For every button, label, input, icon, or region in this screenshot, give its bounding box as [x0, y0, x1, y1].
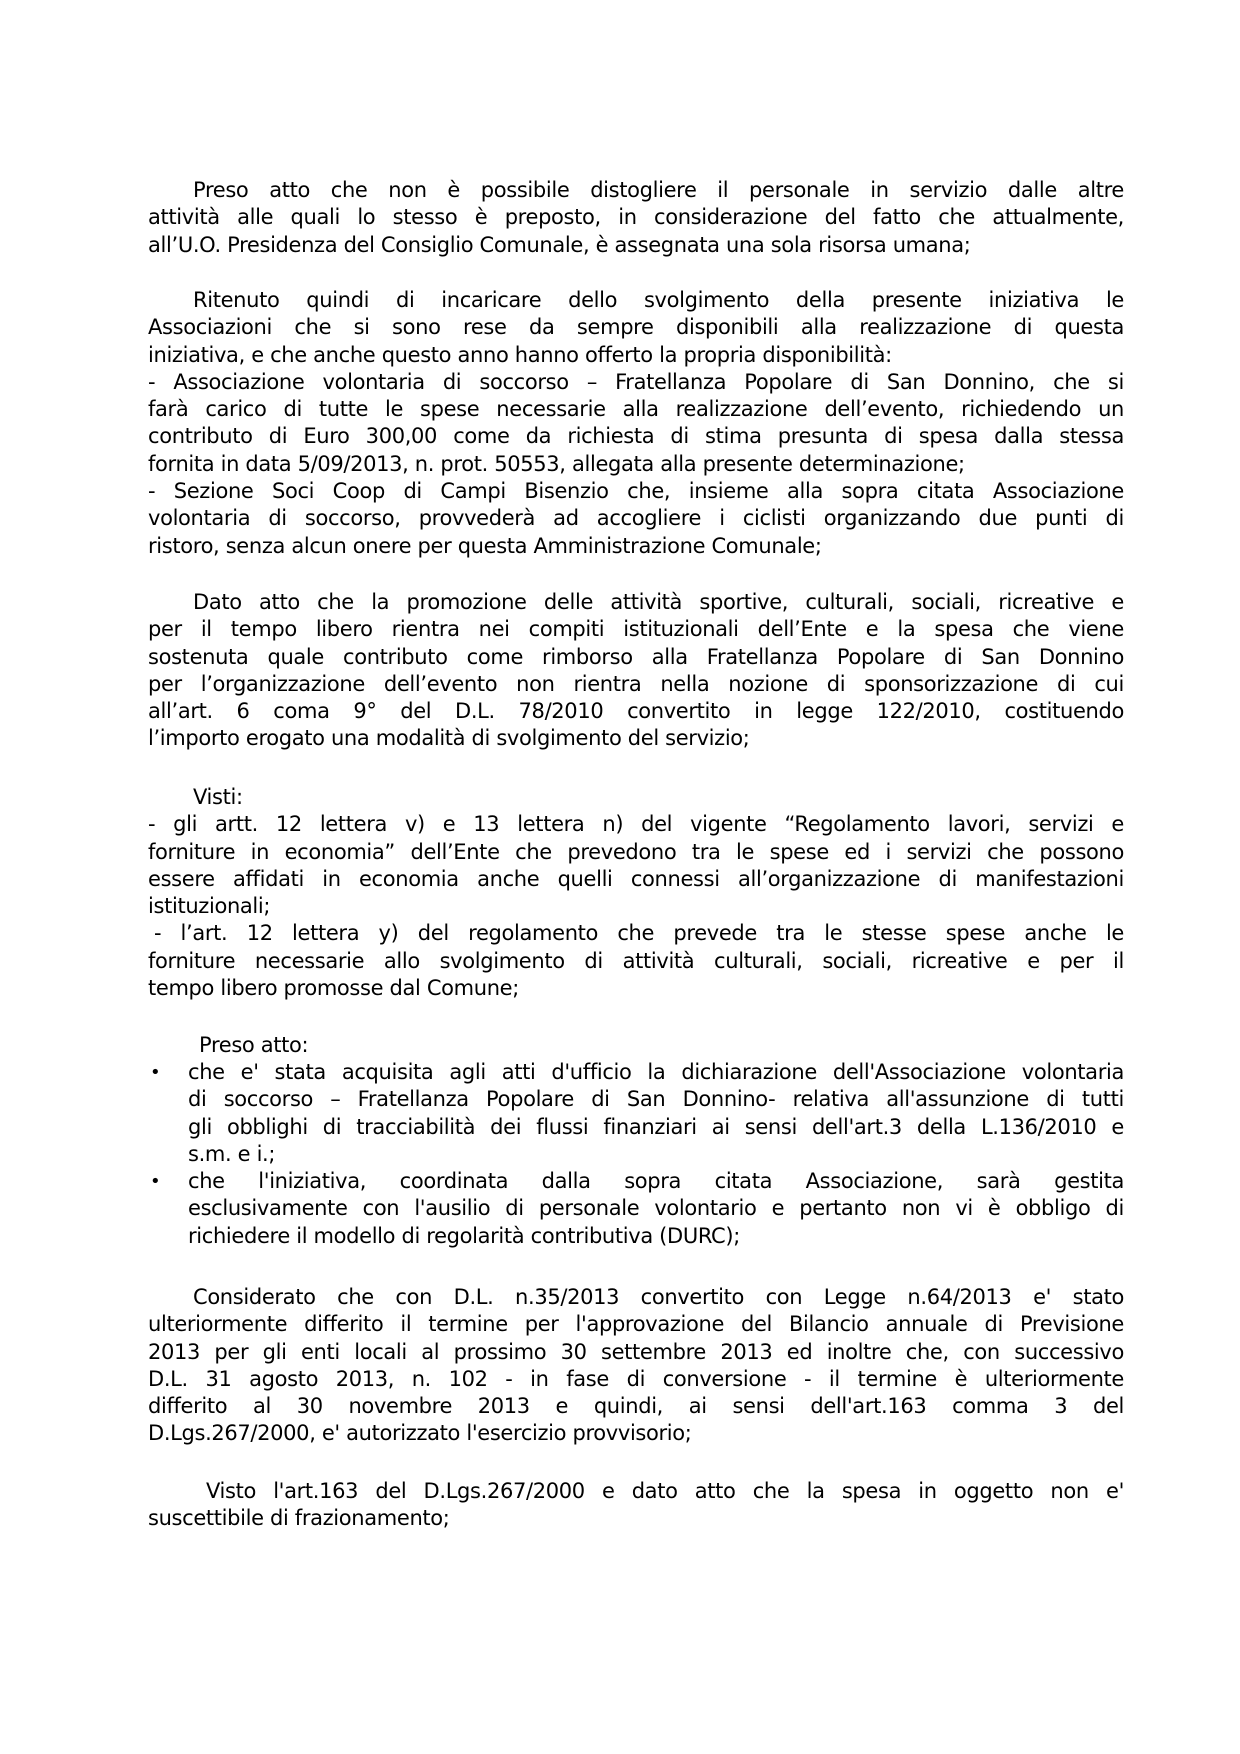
- text-line: contributo di Euro 300,00 come da richiesta di stima presunta di spesa dalla stessa: [148, 424, 1124, 449]
- text-line: Considerato che con D.L. n.35/2013 convertito con Legge n.64/2013 e' stato: [193, 1285, 1124, 1309]
- text-line: esclusivamente con l'ausilio di personale volontario e pertanto non vi è obbligo di: [188, 1196, 1124, 1221]
- paragraph-ritenuto: [148, 287, 1124, 560]
- text-line: di soccorso – Fratellanza Popolare di San Donnino- relativa all'assunzione di tutti: [188, 1087, 1124, 1112]
- text-line: istituzionali;: [148, 894, 271, 919]
- text-line: D.Lgs.267/2000, e' autorizzato l'esercizio provvisorio;: [148, 1421, 692, 1446]
- text-line: - Sezione Soci Coop di Campi Bisenzio che, insieme alla sopra citata Associazione: [148, 479, 1124, 504]
- text-line: Preso atto che non è possibile distogliere il personale in servizio dalle altre: [193, 178, 1124, 202]
- text-line: che e' stata acquisita agli atti d'ufficio la dichiarazione dell'Associazione volontaria: [188, 1060, 1124, 1084]
- text-line: farà carico di tutte le spese necessarie alla realizzazione dell’evento, richiedendo un: [148, 397, 1124, 422]
- text-line: D.L. 31 agosto 2013, n. 102 - in fase di conversione - il termine è ulteriormente: [148, 1366, 1124, 1391]
- text-line: volontaria di soccorso, provvederà ad accogliere i ciclisti organizzando due punti di: [148, 506, 1124, 531]
- text-line: - Associazione volontaria di soccorso – Fratellanza Popolare di San Donnino, che si: [148, 369, 1124, 394]
- paragraph-dato-atto: [148, 589, 1124, 753]
- text-line: l’importo erogato una modalità di svolgimento del servizio;: [148, 726, 750, 751]
- paragraph-visti: [148, 784, 1124, 1002]
- text-line: ristoro, senza alcun onere per questa Amministrazione Comunale;: [148, 533, 822, 558]
- text-line: fornita in data 5/09/2013, n. prot. 50553, allegata alla presente determinazione;: [148, 451, 965, 476]
- text-line: Associazioni che si sono rese da sempre disponibili alla realizzazione di questa: [148, 315, 1124, 340]
- text-line: forniture necessarie allo svolgimento di attività culturali, sociali, ricreative e per il: [148, 948, 1124, 973]
- text-line: Visti:: [193, 785, 243, 809]
- text-line: tempo libero promosse dal Comune;: [148, 976, 519, 1001]
- text-line: Ritenuto quindi di incaricare dello svolgimento della presente iniziativa le: [193, 288, 1124, 312]
- text-line: forniture in economia” dell’Ente che prevedono tra le spese ed i servizi che possono: [148, 839, 1124, 864]
- bullet-list: [148, 1059, 1124, 1250]
- bullet-marker-icon: •: [150, 1062, 161, 1083]
- text-line: per l’organizzazione dell’evento non rientra nella nozione di sponsorizzazione di cui: [148, 671, 1124, 696]
- text-line: all’U.O. Presidenza del Consiglio Comunale, è assegnata una sola risorsa umana;: [148, 232, 971, 257]
- text-line: 2013 per gli enti locali al prossimo 30 settembre 2013 ed inoltre che, con successivo: [148, 1339, 1124, 1364]
- bullet-item: [148, 1168, 1124, 1250]
- text-line: all’art. 6 coma 9° del D.L. 78/2010 convertito in legge 122/2010, costituendo: [148, 699, 1124, 724]
- paragraph-considerato: [148, 1284, 1124, 1448]
- paragraph-visto: [148, 1478, 1124, 1533]
- text-line: gli obblighi di tracciabilità dei flussi finanziari ai sensi dell'art.3 della L.136/2010 e: [188, 1114, 1124, 1139]
- text-line: Preso atto:: [199, 1033, 309, 1057]
- text-line: attività alle quali lo stesso è preposto, in considerazione del fatto che attualmente,: [148, 205, 1124, 230]
- text-line: - gli artt. 12 lettera v) e 13 lettera n) del vigente “Regolamento lavori, servizi e: [148, 812, 1124, 837]
- text-line: iniziativa, e che anche questo anno hanno offerto la propria disponibilità:: [148, 342, 892, 367]
- text-line: richiedere il modello di regolarità contributiva (DURC);: [188, 1223, 740, 1248]
- text-line: s.m. e i.;: [188, 1141, 276, 1166]
- paragraph-preso-atto-heading: [148, 1032, 1124, 1059]
- text-line: essere affidati in economia anche quelli connessi all’organizzazione di manifestazioni: [148, 866, 1124, 891]
- text-line: Dato atto che la promozione delle attività sportive, culturali, sociali, ricreative e: [193, 590, 1124, 614]
- bullet-item: [148, 1059, 1124, 1168]
- text-line: - l’art. 12 lettera y) del regolamento che prevede tra le stesse spese anche le: [154, 921, 1124, 946]
- text-line: ulteriormente differito il termine per l'approvazione del Bilancio annuale di Previsione: [148, 1312, 1124, 1337]
- text-line: che l'iniziativa, coordinata dalla sopra citata Associazione, sarà gestita: [188, 1169, 1124, 1194]
- text-line: per il tempo libero rientra nei compiti istituzionali dell’Ente e la spesa che viene: [148, 617, 1124, 642]
- text-line: differito al 30 novembre 2013 e quindi, ai sensi dell'art.163 comma 3 del: [148, 1394, 1124, 1419]
- text-line: Visto l'art.163 del D.Lgs.267/2000 e dato atto che la spesa in oggetto non e': [206, 1479, 1124, 1503]
- bullet-marker-icon: •: [150, 1171, 161, 1193]
- text-line: sostenuta quale contributo come rimborso alla Fratellanza Popolare di San Donnino: [148, 644, 1124, 669]
- paragraph-preso-atto-personale: [148, 177, 1124, 259]
- text-line: suscettibile di frazionamento;: [148, 1506, 450, 1531]
